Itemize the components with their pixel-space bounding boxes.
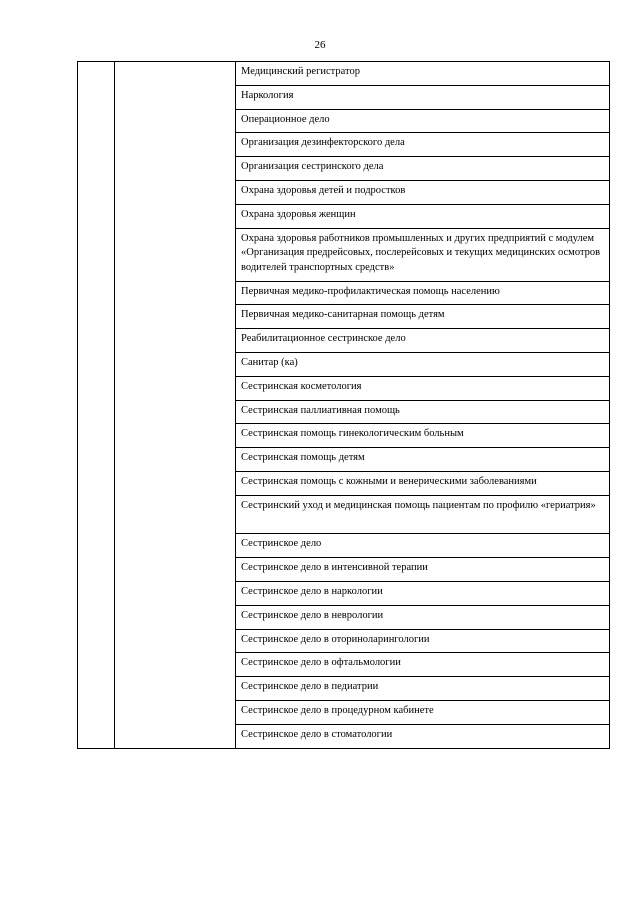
- course-name-cell: Сестринская помощь детям: [236, 448, 610, 472]
- course-name-cell: Сестринское дело: [236, 534, 610, 558]
- course-name-cell: Сестринское дело в интенсивной терапии: [236, 558, 610, 582]
- courses-table-body: [78, 62, 610, 749]
- course-name-cell: Охрана здоровья женщин: [236, 204, 610, 228]
- course-name-cell: Наркология: [236, 85, 610, 109]
- course-name-cell: Организация дезинфекторского дела: [236, 133, 610, 157]
- course-name-cell: Организация сестринского дела: [236, 157, 610, 181]
- course-name-cell: Медицинский регистратор: [236, 62, 610, 86]
- course-name-cell: Сестринская помощь гинекологическим больным: [236, 424, 610, 448]
- category-column-cell: [115, 62, 236, 749]
- courses-table: [77, 61, 610, 749]
- course-name-cell: Сестринское дело в педиатрии: [236, 677, 610, 701]
- course-name-cell: Сестринское дело в неврологии: [236, 605, 610, 629]
- page-number: 26: [314, 39, 326, 51]
- course-name-cell: Сестринское дело в наркологии: [236, 581, 610, 605]
- course-name-cell: Первичная медико-профилактическая помощь населению: [236, 281, 610, 305]
- course-name-cell: Сестринское дело в офтальмологии: [236, 653, 610, 677]
- course-name-cell: Реабилитационное сестринское дело: [236, 329, 610, 353]
- course-name-cell: Сестринская помощь с кожными и венерическими заболеваниями: [236, 471, 610, 495]
- course-name-cell: Сестринское дело в процедурном кабинете: [236, 700, 610, 724]
- table-row: [78, 62, 610, 86]
- number-column-cell: [78, 62, 115, 749]
- course-name-cell: Охрана здоровья работников промышленных и других предприятий с модулем «Организация предрейсовых, послерейсовых и текущих медицинских осмотров водителей транспортных средств»: [236, 228, 610, 281]
- course-name-cell: Охрана здоровья детей и подростков: [236, 180, 610, 204]
- course-name-cell: Сестринское дело в оториноларингологии: [236, 629, 610, 653]
- course-name-cell: Сестринское дело в стоматологии: [236, 724, 610, 748]
- course-name-cell: Сестринская паллиативная помощь: [236, 400, 610, 424]
- course-name-cell: Операционное дело: [236, 109, 610, 133]
- course-name-cell: Сестринская косметология: [236, 376, 610, 400]
- course-name-cell: Санитар (ка): [236, 352, 610, 376]
- course-name-cell: Первичная медико-санитарная помощь детям: [236, 305, 610, 329]
- course-name-cell: Сестринский уход и медицинская помощь пациентам по профилю «гериатрия»: [236, 495, 610, 534]
